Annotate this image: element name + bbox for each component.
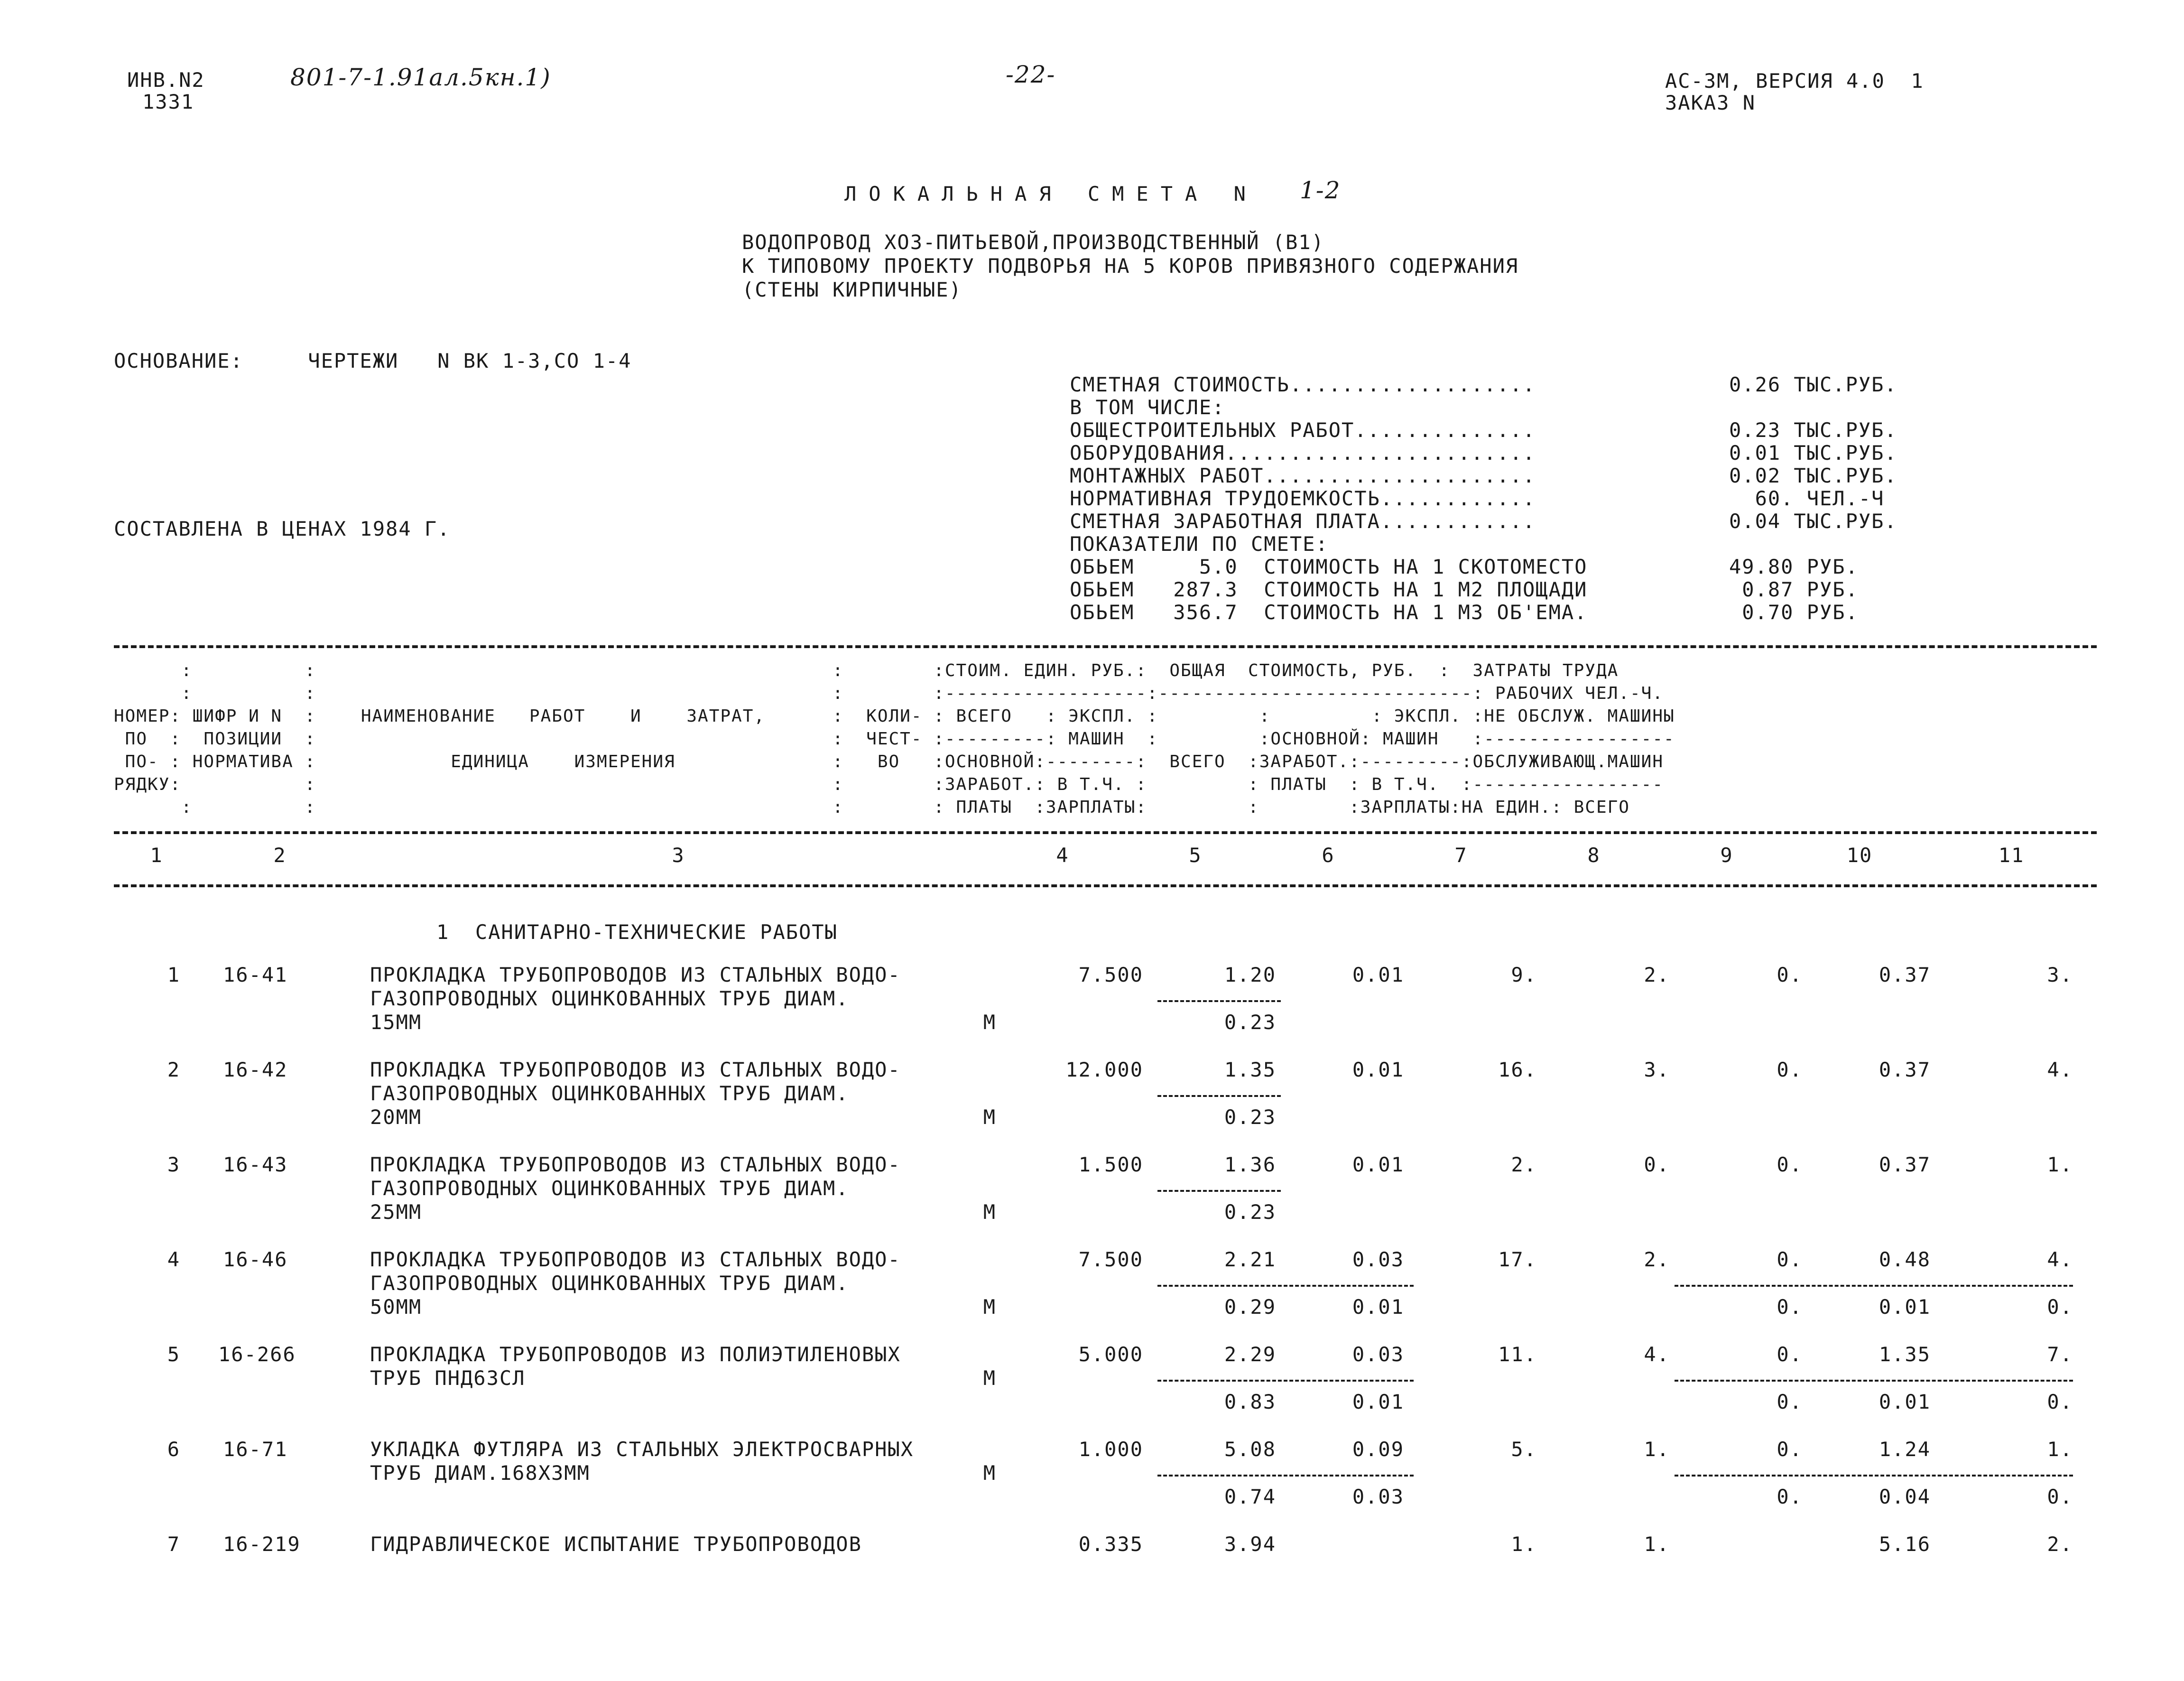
table-row xyxy=(0,1250,2184,1326)
summary-label: В ТОМ ЧИСЛЕ: xyxy=(1070,396,1225,419)
table-row xyxy=(0,1060,2184,1136)
column-number: 9 xyxy=(1720,844,1733,867)
norm-code: 16-41 xyxy=(223,963,288,986)
table-row xyxy=(0,1534,2184,1572)
unit-cost-total: 1.20 xyxy=(1224,963,1276,986)
unit-cost-wage: 0.23 xyxy=(1224,1011,1276,1034)
summary-label: ОБОРУДОВАНИЯ........................ xyxy=(1070,441,1536,464)
summary-label: ОБЩЕСТРОИТЕЛЬНЫХ РАБОТ.............. xyxy=(1070,418,1536,442)
unit-machine-cost: 0.01 xyxy=(1352,1153,1404,1176)
header-line: НОМЕР: ШИФР И N : НАИМЕНОВАНИЕ РАБОТ И ЗАТРАТ, : КОЛИ- : ВСЕГО : ЭКСПЛ. : : : ЭКСПЛ. :НЕ ОБСЛУЖ. МАШИНЫ xyxy=(114,706,1675,726)
work-name-line: ГИДРАВЛИЧЕСКОЕ ИСПЫТАНИЕ ТРУБОПРОВОДОВ xyxy=(370,1532,862,1556)
labor-machine-total: 0. xyxy=(2047,1295,2073,1319)
work-name-line: ПРОКЛАДКА ТРУБОПРОВОДОВ ИЗ СТАЛЬНЫХ ВОДО- xyxy=(370,1153,901,1176)
unit: М xyxy=(983,1366,996,1390)
total-wage: 2. xyxy=(1644,1248,1670,1271)
summary-value: 0.70 РУБ. xyxy=(1729,601,1859,624)
total-cost: 2. xyxy=(1511,1153,1537,1176)
column-number: 10 xyxy=(1846,844,1873,867)
summary-label: СМЕТНАЯ ЗАРАБОТНАЯ ПЛАТА............ xyxy=(1070,510,1536,533)
unit-cost-total: 5.08 xyxy=(1224,1438,1276,1461)
labor-total: 4. xyxy=(2047,1058,2073,1081)
title-line-2: К ТИПОВОМУ ПРОЕКТУ ПОДВОРЬЯ НА 5 КОРОВ ПРИВЯЗНОГО СОДЕРЖАНИЯ xyxy=(742,254,1519,278)
labor-total: 3. xyxy=(2047,963,2073,986)
total-wage: 4. xyxy=(1644,1343,1670,1366)
total-cost: 16. xyxy=(1498,1058,1537,1081)
header-bottom-rule xyxy=(114,831,2097,834)
table-header xyxy=(114,662,2106,833)
unit-cost-wage: 0.29 xyxy=(1224,1295,1276,1319)
unit-machine-cost: 0.03 xyxy=(1352,1343,1404,1366)
labor-per-unit: 1.24 xyxy=(1879,1438,1931,1461)
labor-per-unit: 0.37 xyxy=(1879,1058,1931,1081)
row-number: 7 xyxy=(167,1532,180,1556)
unit: М xyxy=(983,1011,996,1034)
inventory-label: ИНВ.N2 xyxy=(127,68,205,92)
unit-cost-total: 1.35 xyxy=(1224,1058,1276,1081)
quantity: 0.335 xyxy=(1078,1532,1143,1556)
summary-value: 0.02 ТЫС.РУБ. xyxy=(1729,464,1897,487)
summary-value: 49.80 РУБ. xyxy=(1729,555,1859,578)
summary-label: ПОКАЗАТЕЛИ ПО СМЕТЕ: xyxy=(1070,532,1329,556)
work-name-line: ПРОКЛАДКА ТРУБОПРОВОДОВ ИЗ СТАЛЬНЫХ ВОДО- xyxy=(370,1058,901,1081)
cell-divider xyxy=(1157,1285,1414,1287)
column-number: 6 xyxy=(1322,844,1335,867)
total-cost: 9. xyxy=(1511,963,1537,986)
quantity: 1.500 xyxy=(1078,1153,1143,1176)
table-row xyxy=(0,1440,2184,1515)
total-cost: 1. xyxy=(1511,1532,1537,1556)
handwritten-project-number: 801-7-1.91ал.5кн.1) xyxy=(290,64,551,91)
column-number: 8 xyxy=(1587,844,1601,867)
unit-cost-total: 2.29 xyxy=(1224,1343,1276,1366)
work-name-line: ГАЗОПРОВОДНЫХ ОЦИНКОВАННЫХ ТРУБ ДИАМ. xyxy=(370,987,849,1010)
total-cost: 11. xyxy=(1498,1343,1537,1366)
labor-per-unit: 1.35 xyxy=(1879,1343,1931,1366)
labor-per-unit: 5.16 xyxy=(1879,1532,1931,1556)
total-cost: 17. xyxy=(1498,1248,1537,1271)
column-numbers xyxy=(0,845,2184,869)
table-row xyxy=(0,1345,2184,1421)
summary-label: СМЕТНАЯ СТОИМОСТЬ................... xyxy=(1070,373,1536,396)
cell-divider xyxy=(1157,1190,1281,1192)
cell-divider xyxy=(1157,1000,1281,1002)
summary-value: 0.23 ТЫС.РУБ. xyxy=(1729,418,1897,442)
total-machine-cost: 0. xyxy=(1777,1058,1803,1081)
unit-machine-wage: 0.03 xyxy=(1352,1485,1404,1508)
quantity: 5.000 xyxy=(1078,1343,1143,1366)
summary-label: ОБЬЕМ 5.0 СТОИМОСТЬ НА 1 СКОТОМЕСТО xyxy=(1070,555,1588,578)
unit-cost-total: 2.21 xyxy=(1224,1248,1276,1271)
row-number: 5 xyxy=(167,1343,180,1366)
labor-total: 1. xyxy=(2047,1153,2073,1176)
unit-machine-cost: 0.01 xyxy=(1352,963,1404,986)
total-machine-wage: 0. xyxy=(1777,1295,1803,1319)
labor-per-unit: 0.48 xyxy=(1879,1248,1931,1271)
unit: М xyxy=(983,1461,996,1485)
total-wage: 0. xyxy=(1644,1153,1670,1176)
quantity: 7.500 xyxy=(1078,1248,1143,1271)
header-line: РЯДКУ: : : :ЗАРАБОТ.: В Т.Ч. : : ПЛАТЫ : В Т.Ч. :----------------- xyxy=(114,775,1664,794)
labor-total: 2. xyxy=(2047,1532,2073,1556)
header-line: : : : : ПЛАТЫ :ЗАРПЛАТЫ: : :ЗАРПЛАТЫ:НА ЕДИН.: ВСЕГО xyxy=(114,798,1630,817)
column-numbers-rule xyxy=(114,884,2097,887)
unit-machine-wage: 0.01 xyxy=(1352,1295,1404,1319)
unit-cost-wage: 0.83 xyxy=(1224,1390,1276,1413)
work-name-line: ПРОКЛАДКА ТРУБОПРОВОДОВ ИЗ ПОЛИЭТИЛЕНОВЫХ xyxy=(370,1343,901,1366)
column-number: 5 xyxy=(1189,844,1202,867)
cell-divider xyxy=(1675,1380,2073,1382)
inventory-number: 1331 xyxy=(142,90,194,113)
table-top-rule xyxy=(114,645,2097,648)
total-machine-cost: 0. xyxy=(1777,1248,1803,1271)
total-machine-cost: 0. xyxy=(1777,1438,1803,1461)
unit-cost-wage: 0.74 xyxy=(1224,1485,1276,1508)
row-number: 6 xyxy=(167,1438,180,1461)
total-machine-cost: 0. xyxy=(1777,1343,1803,1366)
work-name-line: 50ММ xyxy=(370,1295,422,1319)
unit-cost-total: 1.36 xyxy=(1224,1153,1276,1176)
price-base-text: СОСТАВЛЕНА В ЦЕНАХ 1984 Г. xyxy=(114,517,451,540)
norm-code: 16-71 xyxy=(223,1438,288,1461)
column-number: 1 xyxy=(150,844,163,867)
labor-machine-per-unit: 0.01 xyxy=(1879,1390,1931,1413)
total-wage: 1. xyxy=(1644,1438,1670,1461)
work-name-line: ГАЗОПРОВОДНЫХ ОЦИНКОВАННЫХ ТРУБ ДИАМ. xyxy=(370,1082,849,1105)
order-label: ЗАКАЗ N xyxy=(1665,91,1756,114)
estimate-number: 1-2 xyxy=(1300,176,1341,204)
total-machine-cost: 0. xyxy=(1777,963,1803,986)
header-line: ПО : ПОЗИЦИИ : : ЧЕСТ- :---------: МАШИН : :ОСНОВНОЙ: МАШИН :----------------- xyxy=(114,729,1675,749)
summary-label: НОРМАТИВНАЯ ТРУДОЕМКОСТЬ............ xyxy=(1070,487,1536,510)
labor-total: 7. xyxy=(2047,1343,2073,1366)
unit-machine-cost: 0.03 xyxy=(1352,1248,1404,1271)
total-machine-cost: 0. xyxy=(1777,1153,1803,1176)
quantity: 1.000 xyxy=(1078,1438,1143,1461)
total-wage: 1. xyxy=(1644,1532,1670,1556)
column-number: 11 xyxy=(1998,844,2025,867)
summary-value: 0.04 ТЫС.РУБ. xyxy=(1729,510,1897,533)
unit: М xyxy=(983,1295,996,1319)
table-row xyxy=(0,1155,2184,1231)
column-number: 7 xyxy=(1454,844,1468,867)
work-name-line: 15ММ xyxy=(370,1011,422,1034)
labor-per-unit: 0.37 xyxy=(1879,1153,1931,1176)
total-machine-wage: 0. xyxy=(1777,1390,1803,1413)
work-name-line: 20ММ xyxy=(370,1105,422,1129)
labor-total: 4. xyxy=(2047,1248,2073,1271)
work-name-line: ПРОКЛАДКА ТРУБОПРОВОДОВ ИЗ СТАЛЬНЫХ ВОДО- xyxy=(370,1248,901,1271)
total-wage: 3. xyxy=(1644,1058,1670,1081)
column-number: 3 xyxy=(672,844,685,867)
row-number: 2 xyxy=(167,1058,180,1081)
labor-machine-per-unit: 0.04 xyxy=(1879,1485,1931,1508)
summary-value: 60. ЧЕЛ.-Ч xyxy=(1729,487,1885,510)
basis-text: ОСНОВАНИЕ: ЧЕРТЕЖИ N ВК 1-3,СО 1-4 xyxy=(114,349,632,372)
total-machine-wage: 0. xyxy=(1777,1485,1803,1508)
quantity: 7.500 xyxy=(1078,963,1143,986)
norm-code: 16-43 xyxy=(223,1153,288,1176)
cell-divider xyxy=(1157,1475,1414,1477)
cell-divider xyxy=(1675,1285,2073,1287)
title-line-3: (СТЕНЫ КИРПИЧНЫЕ) xyxy=(742,278,962,301)
header-line: ПО- : НОРМАТИВА : ЕДИНИЦА ИЗМЕРЕНИЯ : ВО :ОСНОВНОЙ:--------: ВСЕГО :ЗАРАБОТ.:---------:ОБСЛУЖИВАЮЩ.МАШИН xyxy=(114,752,1664,771)
work-name-line: ПРОКЛАДКА ТРУБОПРОВОДОВ ИЗ СТАЛЬНЫХ ВОДО- xyxy=(370,963,901,986)
labor-machine-total: 0. xyxy=(2047,1485,2073,1508)
row-number: 1 xyxy=(167,963,180,986)
norm-code: 16-219 xyxy=(223,1532,301,1556)
unit-machine-cost: 0.01 xyxy=(1352,1058,1404,1081)
work-name-line: ГАЗОПРОВОДНЫХ ОЦИНКОВАННЫХ ТРУБ ДИАМ. xyxy=(370,1177,849,1200)
work-name-line: ТРУБ ДИАМ.168Х3ММ xyxy=(370,1461,590,1485)
header-line: : : : :------------------:----------------------------: РАБОЧИХ ЧЕЛ.-Ч. xyxy=(114,684,1664,703)
estimate-title: ЛОКАЛЬНАЯ СМЕТА N xyxy=(844,182,1258,205)
section-title: 1 САНИТАРНО-ТЕХНИЧЕСКИЕ РАБОТЫ xyxy=(436,920,838,944)
total-wage: 2. xyxy=(1644,963,1670,986)
unit-cost-total: 3.94 xyxy=(1224,1532,1276,1556)
norm-code: 16-46 xyxy=(223,1248,288,1271)
quantity: 12.000 xyxy=(1065,1058,1143,1081)
program-version: АС-3М, ВЕРСИЯ 4.0 1 xyxy=(1665,69,1924,93)
column-number: 2 xyxy=(273,844,287,867)
norm-code: 16-42 xyxy=(223,1058,288,1081)
work-name-line: УКЛАДКА ФУТЛЯРА ИЗ СТАЛЬНЫХ ЭЛЕКТРОСВАРНЫХ xyxy=(370,1438,914,1461)
summary-label: ОБЬЕМ 287.3 СТОИМОСТЬ НА 1 М2 ПЛОЩАДИ xyxy=(1070,578,1588,601)
unit-cost-wage: 0.23 xyxy=(1224,1105,1276,1129)
unit-machine-wage: 0.01 xyxy=(1352,1390,1404,1413)
labor-per-unit: 0.37 xyxy=(1879,963,1931,986)
title-line-1: ВОДОПРОВОД ХОЗ-ПИТЬЕВОЙ,ПРОИЗВОДСТВЕННЫЙ (В1) xyxy=(742,231,1324,254)
work-name-line: 25ММ xyxy=(370,1200,422,1224)
summary-block xyxy=(1070,375,1971,636)
cell-divider xyxy=(1157,1380,1414,1382)
summary-label: МОНТАЖНЫХ РАБОТ..................... xyxy=(1070,464,1536,487)
header-line: : : : :СТОИМ. ЕДИН. РУБ.: ОБЩАЯ СТОИМОСТЬ, РУБ. : ЗАТРАТЫ ТРУДА xyxy=(114,661,1619,680)
summary-value: 0.87 РУБ. xyxy=(1729,578,1859,601)
row-number: 3 xyxy=(167,1153,180,1176)
total-cost: 5. xyxy=(1511,1438,1537,1461)
norm-code: 16-266 xyxy=(218,1343,296,1366)
summary-label: ОБЬЕМ 356.7 СТОИМОСТЬ НА 1 М3 ОБ'ЕМА. xyxy=(1070,601,1588,624)
work-name-line: ГАЗОПРОВОДНЫХ ОЦИНКОВАННЫХ ТРУБ ДИАМ. xyxy=(370,1272,849,1295)
cell-divider xyxy=(1675,1475,2073,1477)
column-number: 4 xyxy=(1056,844,1069,867)
labor-total: 1. xyxy=(2047,1438,2073,1461)
labor-machine-per-unit: 0.01 xyxy=(1879,1295,1931,1319)
summary-value: 0.01 ТЫС.РУБ. xyxy=(1729,441,1897,464)
summary-value: 0.26 ТЫС.РУБ. xyxy=(1729,373,1897,396)
unit: М xyxy=(983,1105,996,1129)
page-number: -22- xyxy=(1006,61,1056,88)
unit-cost-wage: 0.23 xyxy=(1224,1200,1276,1224)
row-number: 4 xyxy=(167,1248,180,1271)
unit-machine-cost: 0.09 xyxy=(1352,1438,1404,1461)
table-row xyxy=(0,965,2184,1041)
unit: М xyxy=(983,1200,996,1224)
work-name-line: ТРУБ ПНД63СЛ xyxy=(370,1366,526,1390)
cell-divider xyxy=(1157,1095,1281,1097)
labor-machine-total: 0. xyxy=(2047,1390,2073,1413)
